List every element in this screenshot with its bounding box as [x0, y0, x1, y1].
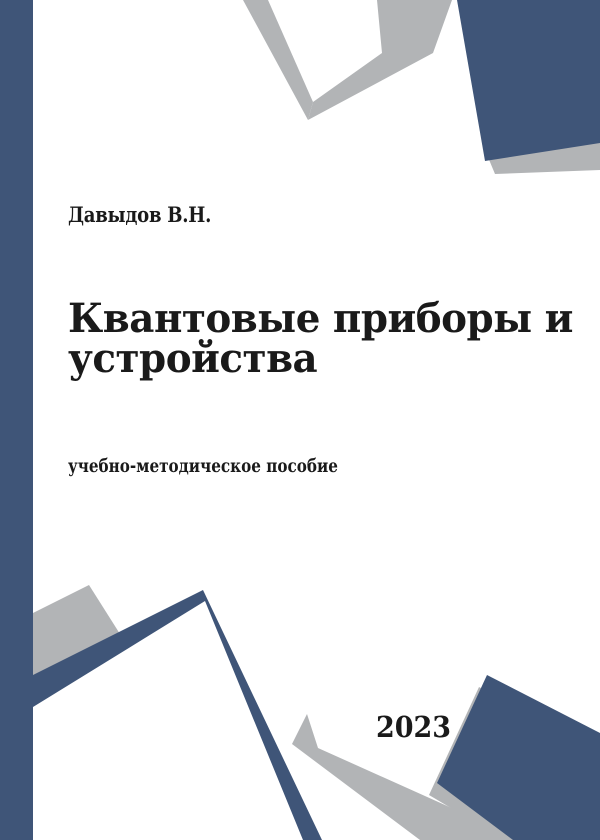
top-navy-parallelogram — [457, 0, 600, 161]
book-title-line-1: Квантовые приборы и — [68, 295, 573, 342]
top-frame-left-band — [243, 0, 313, 120]
left-stripe — [0, 0, 33, 840]
book-subtitle: учебно-методическое пособие — [68, 455, 338, 477]
book-title — [68, 295, 573, 382]
book-title-line-2: устройства — [68, 335, 318, 382]
author-name: Давыдов В.Н. — [68, 202, 212, 227]
top-frame-bottom-band — [308, 0, 452, 120]
publication-year: 2023 — [376, 710, 452, 744]
